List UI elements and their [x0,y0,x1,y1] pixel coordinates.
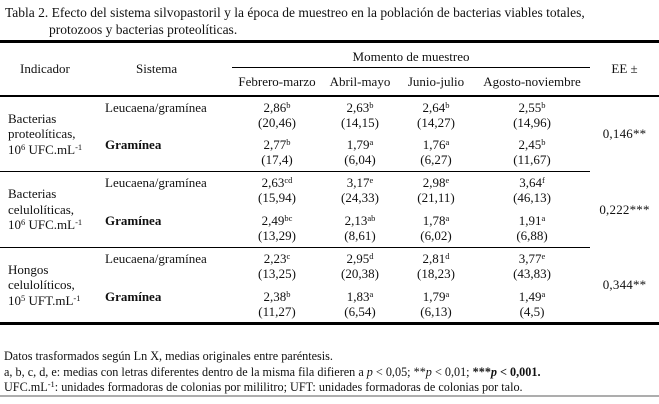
value-cell: 1,79$^a$ (6,13) [420,288,452,319]
page-edge-line [0,395,659,397]
value-cell: 1,49$^a$ (4,5) [518,288,546,319]
value-cell: 2,81$^d$ (18,23) [417,251,455,281]
value-cell: 2,55$^b$ (14,96) [513,99,551,130]
indicator-cell-hongos-celuloliticos [0,248,103,324]
value-cell: 1,76$^a$ (6,27) [398,134,474,172]
table-row [0,172,659,210]
caption-line-1: Tabla 2. Efecto del sistema silvopastoril y la época de muestreo en la población de bacterias viables totales, [5,5,585,20]
system-cell: Gramínea [103,210,232,248]
indicator-line: Bacterias [8,186,57,202]
value-cell: 2,63$^{cd}$ (15,94) [258,175,296,205]
indicator-line: celulolíticos, [8,277,75,293]
header-row-momento [0,42,659,68]
value-cell: 1,78$^a$ (6,02) [398,210,474,248]
col-header-ee: EE ± [590,42,659,96]
indicator-line: proteolíticas, [8,126,76,141]
value-cell: 1,91$^a$ (6,88) [474,210,590,248]
value-cell: 2,77$^b$ (17,4) [232,134,322,172]
system-cell: Leucaena/gramínea [105,251,207,266]
indicator-unit: $10^6$ $UFC.mL^{-1}$ [8,217,83,233]
footnote-transform: Datos trasformados según Ln X, medias originales entre paréntesis. [4,349,333,363]
value-cell: 3,77e (43,83) [513,251,551,281]
col-header-abril-mayo: Abril-mayo [322,68,398,96]
value-cell: 2,13$^{ab}$ (8,61) [322,210,398,248]
footnote-units: $UFC.mL^{-1}$: unidades formadoras de colonias por mililitro; UFT: unidades formadoras de colonias por talo. [4,379,523,394]
value-cell: 1,79$^a$ (6,04) [322,134,398,172]
col-header-febrero-marzo: Febrero-marzo [232,68,322,96]
value-cell: 2,64$^b$ (14,27) [417,99,455,130]
value-cell: 3,64$^f$ (46,13) [513,175,551,205]
system-cell: Leucaena/gramínea [105,99,207,115]
table-footnotes [4,349,657,396]
indicator-unit: $10^5$ $UFT.mL^{-1}$ [8,292,81,308]
col-header-sistema: Sistema [103,42,232,96]
indicator-cell-bacterias-celuloliticas [0,172,103,248]
footnote-significance: a, b, c, d, e: medias con letras diferentes dentro de la misma fila difieren a p < 0,05; **p < 0,01; ***p < 0,001. [4,364,541,379]
value-cell: 2,63$^b$ (14,15) [341,99,379,130]
indicator-unit: $10^6$ $UFC.mL^{-1}$ [8,141,83,157]
value-cell: 2,95$^d$ (20,38) [341,251,379,281]
col-header-junio-julio: Junio-julio [398,68,474,96]
col-header-momento-de-muestreo: Momento de muestreo [232,42,590,68]
ee-value-cell: 0,344** [602,276,647,292]
value-cell: 1,83$^a$ (6,54) [344,288,376,319]
system-cell: Gramínea [103,134,232,172]
indicator-line: Hongos [8,261,49,277]
indicator-cell-bacterias-proteoliticas [0,96,103,172]
value-cell: 2,45$^b$ (11,67) [474,134,590,172]
col-header-indicador: Indicador [0,42,103,96]
table-row [0,248,659,286]
table-row [0,96,659,134]
data-table [0,40,659,325]
value-cell: 2,49$^{bc}$ (13,29) [232,210,322,248]
table-caption [5,4,655,38]
value-cell: 2,98e (21,11) [417,175,455,205]
ee-value-cell: 0,222*** [599,201,650,217]
indicator-line: celulolíticas, [8,201,75,217]
caption-line-2: protozoos y bacterias proteolíticas. [49,22,238,37]
indicator-line: Bacterias [8,110,57,126]
system-cell: Leucaena/gramínea [105,175,207,190]
value-cell: 2,23$^c$ (13,25) [258,251,296,281]
value-cell: 3,17e (24,33) [341,175,379,205]
col-header-agosto-noviembre: Agosto-noviembre [474,68,590,96]
system-cell: Gramínea [105,288,162,304]
value-cell: 2,38$^b$ (11,27) [258,288,296,319]
ee-value-cell: 0,146** [602,126,647,141]
value-cell: 2,86$^b$ (20,46) [258,99,296,130]
